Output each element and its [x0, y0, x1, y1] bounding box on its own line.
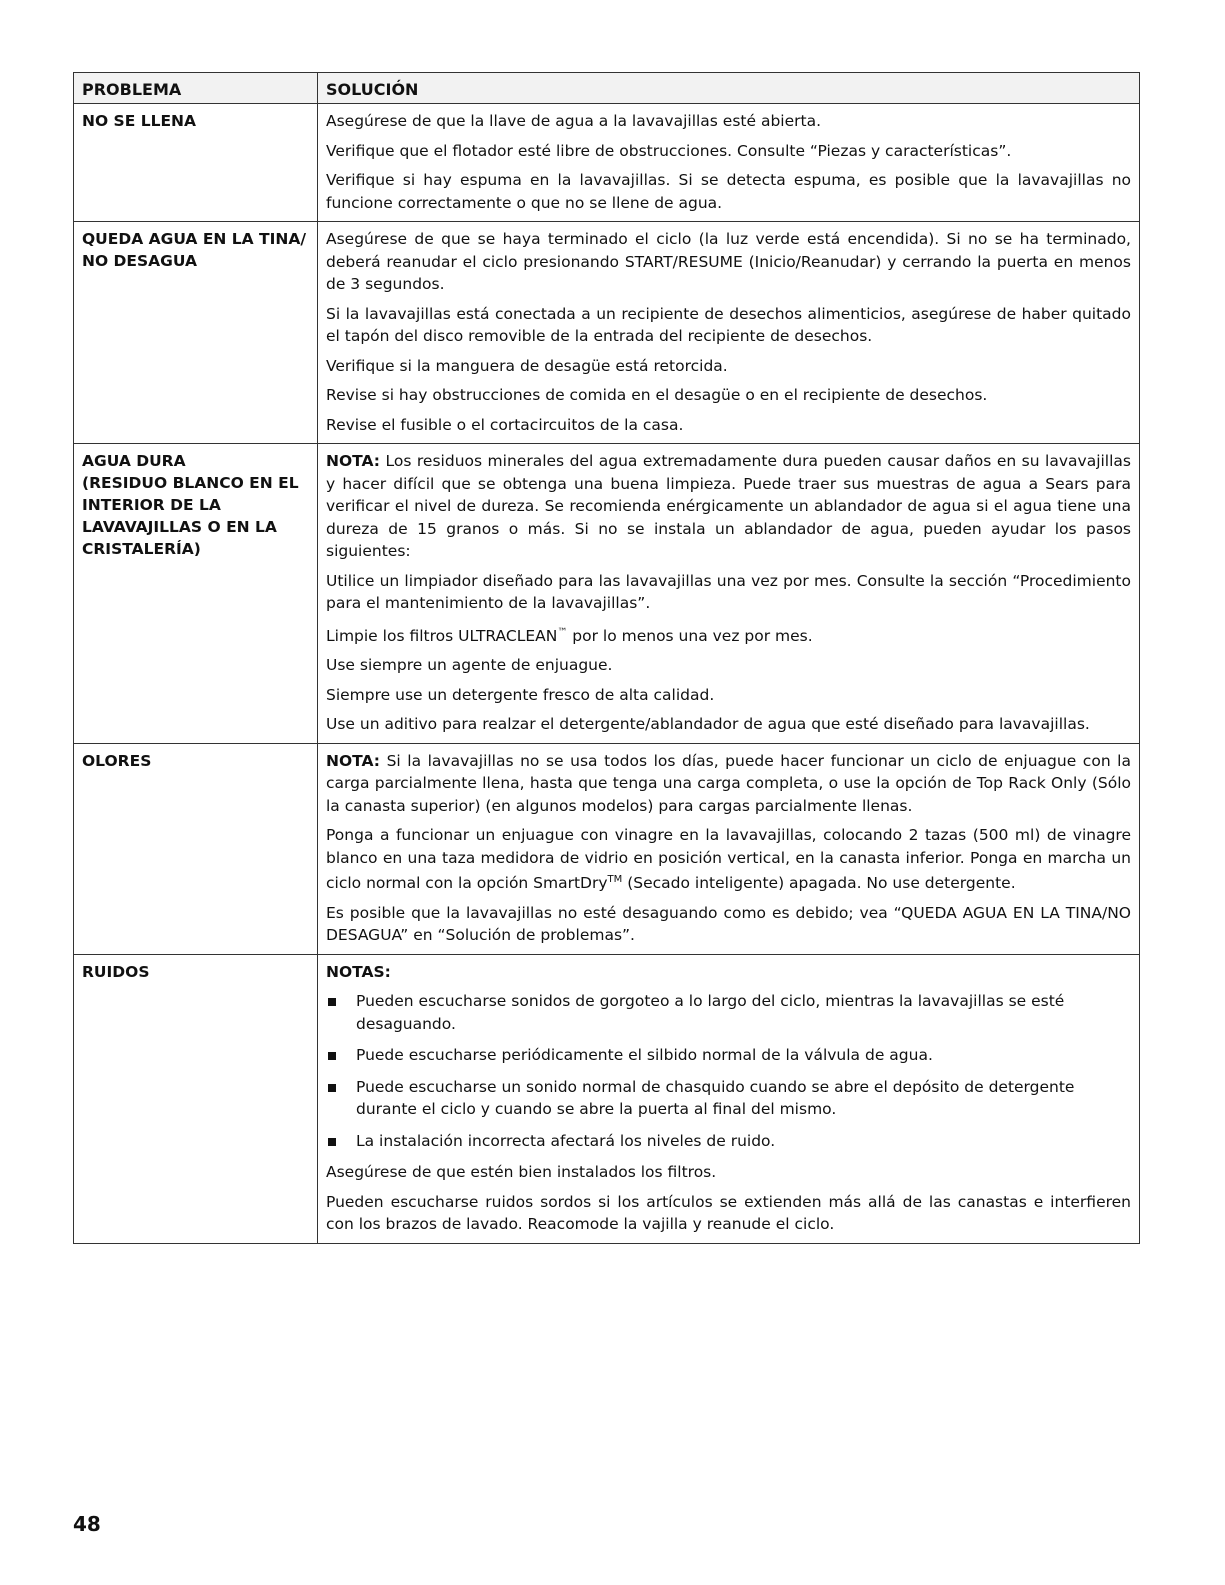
solution-text: Verifique que el flotador esté libre de obstrucciones. Consulte “Piezas y características”. [326, 141, 1012, 160]
table-header-row [74, 73, 1140, 104]
note-text: Si la lavavajillas no se usa todos los días, puede hacer funcionar un ciclo de enjuague con la carga parcialmente llena, hasta que tenga una carga completa, o use la opción de Top Rack Only (Sólo la canasta superior) (en algunos modelos) para cargas parcialmente llenas. [326, 751, 1131, 815]
solution-text: Verifique si la manguera de desagüe está retorcida. [326, 356, 728, 375]
problem-cell: NO SE LLENA [74, 104, 318, 222]
table-row [74, 954, 1140, 1243]
square-bullet-icon [328, 1084, 336, 1092]
solution-text: Asegúrese de que se haya terminado el ciclo (la luz verde está encendida). Si no se ha terminado, deberá reanudar el ciclo presionando START/RESUME (Inicio/Reanudar) y cerrando la puerta en menos de 3 segundos. [326, 230, 1131, 293]
header-problem: PROBLEMA [74, 73, 318, 104]
list-item-text: Puede escucharse periódicamente el silbido normal de la válvula de agua. [356, 1046, 933, 1065]
solution-text [326, 824, 1131, 895]
solution-text: Asegúrese de que la llave de agua a la lavavajillas esté abierta. [326, 112, 822, 130]
list-item-text: La instalación incorrecta afectará los niveles de ruido. [356, 1131, 776, 1150]
list-item [326, 1076, 1131, 1121]
solution-text: Asegúrese de que estén bien instalados los filtros. [326, 1163, 717, 1182]
problem-cell: OLORES [74, 743, 318, 954]
solution-text: Pueden escucharse ruidos sordos si los artículos se extienden más allá de las canastas e interfieren con los brazos de lavado. Reacomode la vajilla y reanude el ciclo. [326, 1192, 1131, 1234]
table-row [74, 222, 1140, 444]
table-row [74, 444, 1140, 744]
solution-text: Verifique si hay espuma en la lavavajillas. Si se detecta espuma, es posible que la lavavajillas no funcione correctamente o que no se llene de agua. [326, 171, 1131, 212]
problem-cell: QUEDA AGUA EN LA TINA/ NO DESAGUA [74, 222, 318, 444]
solution-text: Use un aditivo para realzar el detergente/ablandador de agua que esté diseñado para lavavajillas. [326, 715, 1090, 734]
solution-text: Utilice un limpiador diseñado para las lavavajillas una vez por mes. Consulte la sección “Procedimiento para el mantenimiento de la lavavajillas”. [326, 571, 1131, 612]
list-item [326, 990, 1131, 1035]
note-text: Los residuos minerales del agua extremadamente dura pueden causar daños en su lavavajillas y hacer difícil que se obtenga una buena limpieza. Puede traer sus muestras de agua a Sears para verificar el nivel de dureza. Se recomienda enérgicamente un ablandador de agua si el agua tiene una dureza de 15 granos o más. Si no se instala un ablandador de agua, pueden ayudar los pasos siguientes: [326, 452, 1131, 560]
note-paragraph [326, 450, 1131, 563]
list-item [326, 1130, 1131, 1153]
list-item-text: Pueden escucharse sonidos de gorgoteo a lo largo del ciclo, mientras la lavavajillas se esté desaguando. [356, 992, 1065, 1033]
trademark-mark: ™ [557, 626, 568, 638]
solution-cell [318, 444, 1140, 744]
problem-cell: AGUA DURA (RESIDUO BLANCO EN EL INTERIOR DE LA LAVAVAJILLAS O EN LA CRISTALERÍA) [74, 444, 318, 744]
page-number: 48 [73, 1512, 101, 1536]
solution-cell [318, 104, 1140, 222]
solution-text [326, 622, 1131, 648]
note-label: NOTA: [326, 751, 381, 770]
table-row [74, 104, 1140, 222]
problem-cell: RUIDOS [74, 954, 318, 1243]
square-bullet-icon [328, 998, 336, 1006]
solution-cell [318, 222, 1140, 444]
text-part: Ponga a funcionar un enjuague con vinagre en la lavavajillas, colocando 2 tazas (500 ml) de vinagre blanco en una taza medidora de vidrio en posición vertical, en la canasta inferior. Ponga en marcha un ciclo normal con la opción SmartDry [326, 826, 1131, 893]
trademark-mark: TM [607, 874, 623, 886]
notes-list [326, 990, 1131, 1152]
text-part: (Secado inteligente) apagada. No use detergente. [622, 874, 1016, 893]
solution-text: Revise si hay obstrucciones de comida en el desagüe o en el recipiente de desechos. [326, 386, 988, 404]
solution-text: Es posible que la lavavajillas no esté desaguando como es debido; vea “QUEDA AGUA EN LA TINA/NO DESAGUA” en “Solución de problemas”. [326, 903, 1131, 945]
solution-cell [318, 954, 1140, 1243]
solution-text: Si la lavavajillas está conectada a un recipiente de desechos alimenticios, asegúrese de haber quitado el tapón del disco removible de la entrada del recipiente de desechos. [326, 304, 1131, 345]
troubleshooting-table [73, 72, 1140, 1244]
table-row [74, 743, 1140, 954]
text-part: por lo menos una vez por mes. [567, 626, 813, 645]
solution-text: Use siempre un agente de enjuague. [326, 656, 613, 675]
square-bullet-icon [328, 1052, 336, 1060]
list-item [326, 1044, 1131, 1067]
text-part: Limpie los filtros ULTRACLEAN [326, 626, 558, 645]
notes-label: NOTAS: [326, 962, 391, 981]
header-solution: SOLUCIÓN [318, 73, 1140, 104]
list-item-text: Puede escucharse un sonido normal de chasquido cuando se abre el depósito de detergente durante el ciclo y cuando se abre la puerta al final del mismo. [356, 1077, 1075, 1119]
solution-text: Revise el fusible o el cortacircuitos de la casa. [326, 415, 684, 434]
solution-cell [318, 743, 1140, 954]
note-paragraph [326, 750, 1131, 818]
note-label: NOTA: [326, 452, 381, 470]
solution-text: Siempre use un detergente fresco de alta calidad. [326, 685, 715, 704]
square-bullet-icon [328, 1138, 336, 1146]
